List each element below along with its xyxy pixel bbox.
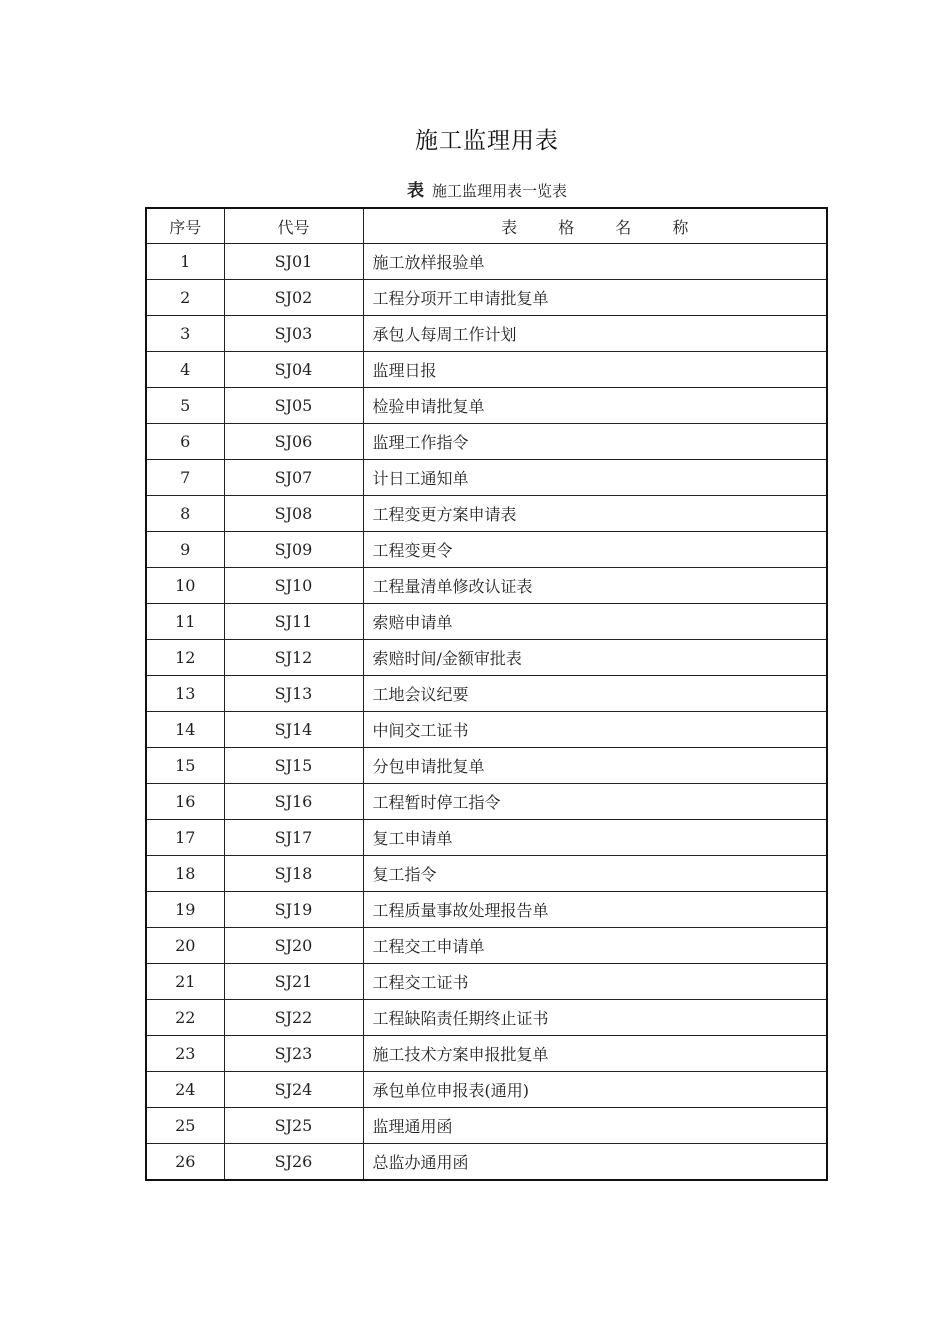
cell-code: SJ26 (224, 1144, 363, 1181)
table-row (146, 1144, 827, 1181)
cell-code: SJ06 (224, 424, 363, 460)
cell-serial-number: 9 (146, 532, 224, 568)
table-row (146, 532, 827, 568)
cell-serial-number: 26 (146, 1144, 224, 1181)
cell-form-name: 监理通用函 (363, 1108, 827, 1144)
cell-serial-number: 23 (146, 1036, 224, 1072)
cell-form-name: 工程变更令 (363, 532, 827, 568)
cell-form-name: 工程质量事故处理报告单 (363, 892, 827, 928)
cell-code: SJ03 (224, 316, 363, 352)
cell-serial-number: 5 (146, 388, 224, 424)
header-form-name: 表 格 名 称 (363, 208, 827, 244)
caption-text: 施工监理用表一览表 (431, 182, 567, 200)
table-row (146, 388, 827, 424)
cell-serial-number: 4 (146, 352, 224, 388)
cell-form-name: 承包单位申报表(通用) (363, 1072, 827, 1108)
table-row (146, 856, 827, 892)
cell-code: SJ08 (224, 496, 363, 532)
cell-form-name: 总监办通用函 (363, 1144, 827, 1181)
cell-code: SJ05 (224, 388, 363, 424)
cell-code: SJ11 (224, 604, 363, 640)
cell-code: SJ12 (224, 640, 363, 676)
cell-serial-number: 1 (146, 244, 224, 280)
table-row (146, 496, 827, 532)
cell-form-name: 复工指令 (363, 856, 827, 892)
cell-form-name: 工程暂时停工指令 (363, 784, 827, 820)
table-row (146, 640, 827, 676)
cell-form-name: 检验申请批复单 (363, 388, 827, 424)
cell-serial-number: 3 (146, 316, 224, 352)
table-body (146, 244, 827, 1181)
header-code: 代号 (224, 208, 363, 244)
table-row (146, 604, 827, 640)
table-row (146, 1000, 827, 1036)
cell-serial-number: 15 (146, 748, 224, 784)
cell-form-name: 索赔申请单 (363, 604, 827, 640)
cell-code: SJ17 (224, 820, 363, 856)
cell-code: SJ16 (224, 784, 363, 820)
table-row (146, 676, 827, 712)
cell-code: SJ24 (224, 1072, 363, 1108)
cell-serial-number: 7 (146, 460, 224, 496)
cell-code: SJ01 (224, 244, 363, 280)
cell-form-name: 工程交工证书 (363, 964, 827, 1000)
cell-form-name: 施工放样报验单 (363, 244, 827, 280)
cell-serial-number: 20 (146, 928, 224, 964)
cell-code: SJ02 (224, 280, 363, 316)
table-header-row (146, 208, 827, 244)
table-row (146, 748, 827, 784)
cell-code: SJ25 (224, 1108, 363, 1144)
table-row (146, 784, 827, 820)
cell-form-name: 承包人每周工作计划 (363, 316, 827, 352)
table-row (146, 712, 827, 748)
cell-code: SJ13 (224, 676, 363, 712)
table-row (146, 928, 827, 964)
form-list-table (145, 207, 828, 1181)
table-row (146, 1036, 827, 1072)
cell-code: SJ18 (224, 856, 363, 892)
cell-form-name: 工地会议纪要 (363, 676, 827, 712)
cell-serial-number: 22 (146, 1000, 224, 1036)
table-row (146, 1108, 827, 1144)
cell-serial-number: 24 (146, 1072, 224, 1108)
cell-form-name: 工程变更方案申请表 (363, 496, 827, 532)
table-row (146, 280, 827, 316)
cell-serial-number: 25 (146, 1108, 224, 1144)
table-row (146, 460, 827, 496)
cell-serial-number: 21 (146, 964, 224, 1000)
cell-form-name: 中间交工证书 (363, 712, 827, 748)
cell-serial-number: 6 (146, 424, 224, 460)
cell-serial-number: 18 (146, 856, 224, 892)
cell-code: SJ20 (224, 928, 363, 964)
table-row (146, 964, 827, 1000)
cell-code: SJ04 (224, 352, 363, 388)
table-row (146, 892, 827, 928)
table-row (146, 568, 827, 604)
cell-code: SJ10 (224, 568, 363, 604)
cell-serial-number: 2 (146, 280, 224, 316)
cell-form-name: 工程量清单修改认证表 (363, 568, 827, 604)
caption-prefix: 表 (406, 181, 424, 201)
cell-code: SJ09 (224, 532, 363, 568)
cell-serial-number: 17 (146, 820, 224, 856)
cell-code: SJ21 (224, 964, 363, 1000)
cell-form-name: 索赔时间/金额审批表 (363, 640, 827, 676)
cell-form-name: 分包申请批复单 (363, 748, 827, 784)
cell-serial-number: 13 (146, 676, 224, 712)
cell-form-name: 工程缺陷责任期终止证书 (363, 1000, 827, 1036)
table-row (146, 316, 827, 352)
cell-serial-number: 16 (146, 784, 224, 820)
cell-form-name: 监理工作指令 (363, 424, 827, 460)
cell-serial-number: 19 (146, 892, 224, 928)
table-row (146, 424, 827, 460)
cell-code: SJ23 (224, 1036, 363, 1072)
cell-code: SJ14 (224, 712, 363, 748)
cell-form-name: 工程交工申请单 (363, 928, 827, 964)
cell-form-name: 施工技术方案申报批复单 (363, 1036, 827, 1072)
cell-code: SJ15 (224, 748, 363, 784)
header-serial-number: 序号 (146, 208, 224, 244)
cell-serial-number: 11 (146, 604, 224, 640)
table-row (146, 1072, 827, 1108)
cell-serial-number: 10 (146, 568, 224, 604)
cell-code: SJ19 (224, 892, 363, 928)
cell-code: SJ22 (224, 1000, 363, 1036)
cell-serial-number: 8 (146, 496, 224, 532)
cell-form-name: 计日工通知单 (363, 460, 827, 496)
table-row (146, 820, 827, 856)
cell-form-name: 工程分项开工申请批复单 (363, 280, 827, 316)
cell-form-name: 监理日报 (363, 352, 827, 388)
cell-serial-number: 12 (146, 640, 224, 676)
cell-serial-number: 14 (146, 712, 224, 748)
table-caption (0, 176, 950, 201)
table-row (146, 244, 827, 280)
cell-code: SJ07 (224, 460, 363, 496)
cell-form-name: 复工申请单 (363, 820, 827, 856)
document-title: 施工监理用表 (415, 128, 559, 154)
table-row (146, 352, 827, 388)
